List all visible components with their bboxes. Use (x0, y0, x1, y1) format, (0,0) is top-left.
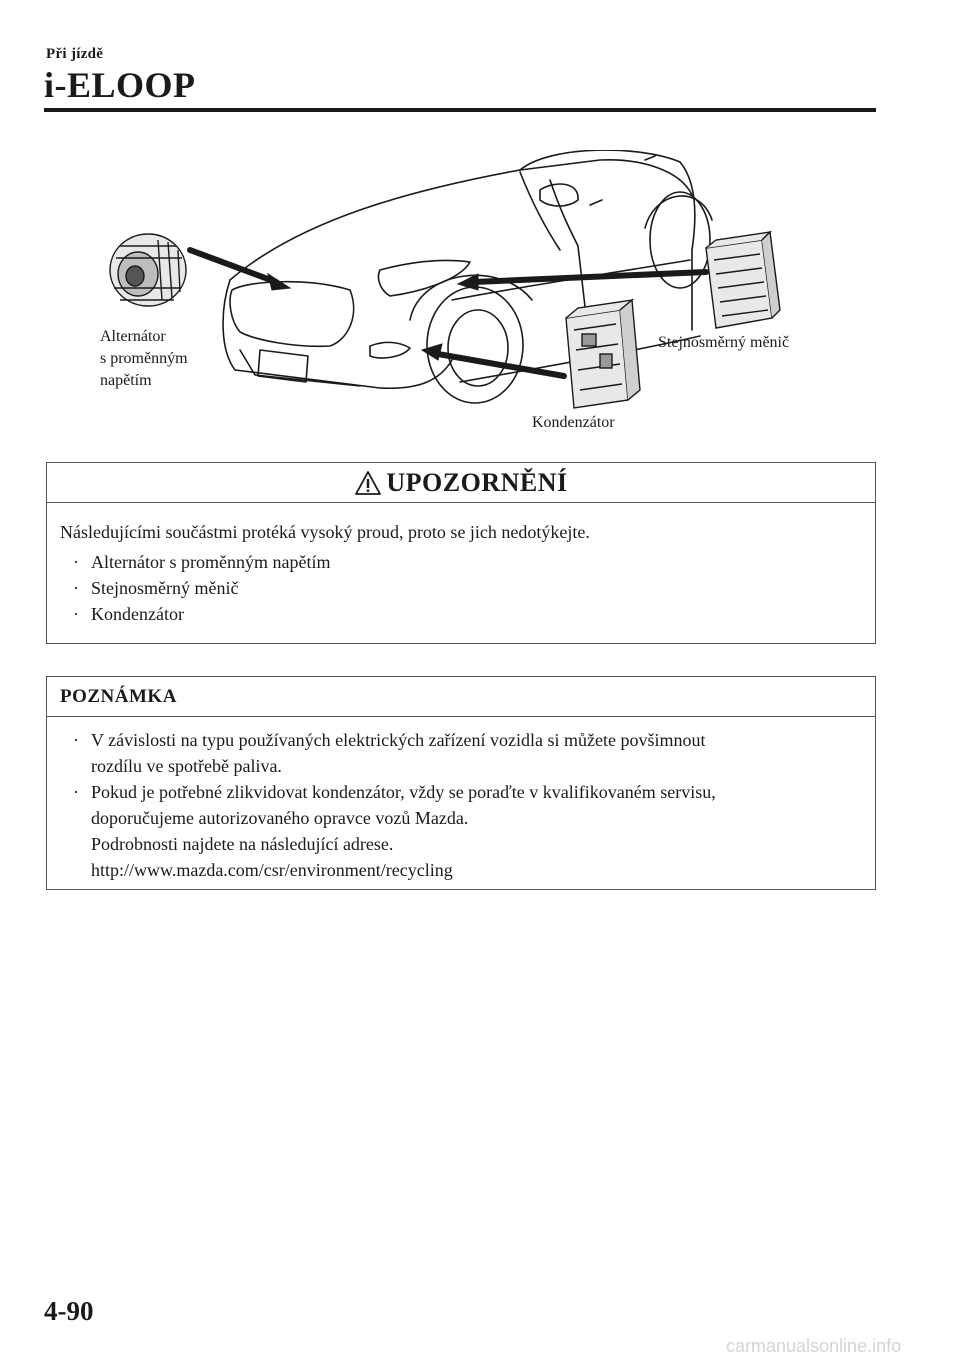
section-title: i-ELOOP (44, 65, 196, 105)
bullet-icon: · (73, 552, 79, 572)
note-list (60, 727, 861, 883)
capacitor-illustration (566, 300, 640, 408)
caution-header (47, 463, 875, 503)
car-grille (230, 282, 354, 347)
label-dc-converter: Stejnosměrný měnič (658, 334, 790, 351)
alternator-illustration (110, 234, 186, 306)
bullet-icon: · (73, 730, 79, 750)
caution-title: UPOZORNĚNÍ (386, 467, 568, 497)
note-title: POZNÁMKA (60, 685, 177, 707)
caution-body (47, 503, 875, 627)
car-foglight (370, 342, 410, 358)
watermark: carmanualsonline.info (726, 1336, 902, 1356)
warning-triangle-icon (354, 470, 382, 496)
note-box (46, 676, 876, 890)
arrow-capacitor-head (422, 344, 442, 360)
door-handle-rear (645, 156, 655, 160)
caution-item: · Alternátor s proměnným napětím (60, 549, 861, 575)
header-rule (44, 108, 876, 112)
caution-intro: Následujícími součástmi protéká vysoký proud, proto se jich nedotýkejte. (60, 522, 590, 542)
car-illustration (80, 150, 840, 450)
bullet-icon: · (73, 782, 79, 802)
bullet-icon: · (73, 578, 79, 598)
recycling-url: http://www.mazda.com/csr/environment/recycling (91, 860, 453, 880)
door-handle-front (590, 200, 602, 205)
arrow-dc-converter (474, 272, 706, 282)
car-a-pillar (550, 180, 578, 246)
page-number: 4-90 (44, 1296, 94, 1326)
bullet-icon: · (73, 604, 79, 624)
caution-item: · Stejnosměrný měnič (60, 575, 861, 601)
dc-converter-illustration (706, 232, 780, 328)
breadcrumb: Při jízdě (46, 46, 104, 62)
note-header (47, 677, 875, 717)
caution-box (46, 462, 876, 644)
note-item: · V závislosti na typu používaných elektrických zařízení vozidla si můžete povšimnout rozdílu ve spotřebě paliva. (60, 727, 861, 779)
label-alternator: Alternátor s proměnným napětím (100, 328, 188, 389)
caution-item: · Kondenzátor (60, 601, 861, 627)
label-capacitor: Kondenzátor (532, 414, 615, 431)
car-front-outline (223, 280, 452, 388)
note-item: · Pokud je potřebné zlikvidovat kondenzátor, vždy se poraďte v kvalifikovaném servisu, doporučujeme autorizovaného opravce vozů Mazda. Podrobnosti najdete na následující adrese. http://www.mazda.com/csr/environment/recycling (60, 779, 861, 883)
car-hood-outline (230, 160, 692, 280)
note-body (47, 717, 875, 883)
front-wheel-rim (448, 310, 508, 386)
caution-list (60, 549, 861, 627)
component-location-figure (80, 150, 840, 450)
